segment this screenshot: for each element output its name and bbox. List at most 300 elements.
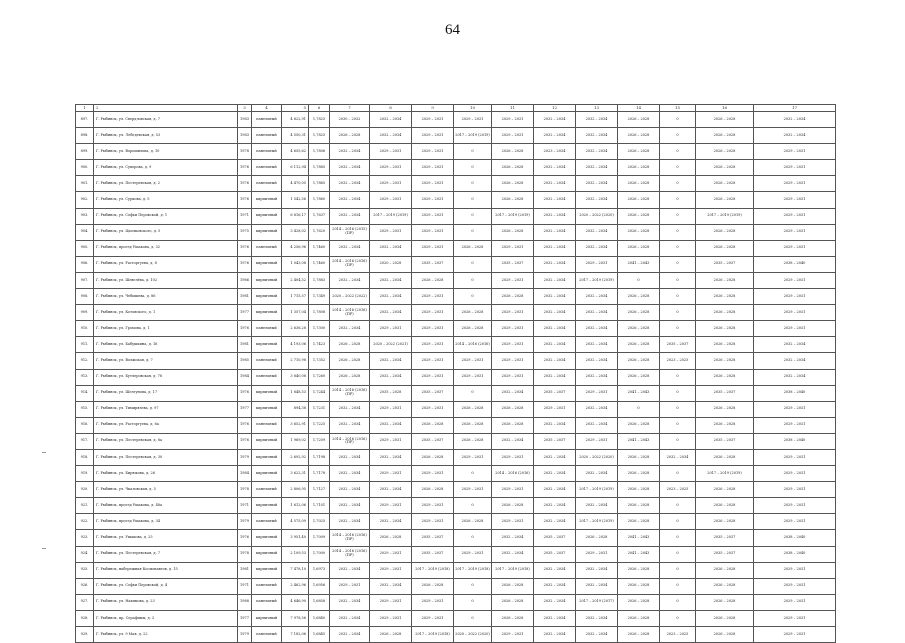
table-cell: 2029 – 2031 [412, 369, 454, 385]
table-cell: Г. Рыбинск, ул. Пестеревская, д. 30 [94, 449, 238, 465]
table-cell: 1,7825 [309, 112, 330, 128]
table-cell: 2032 – 2034 [330, 401, 370, 417]
table-cell: 2029 – 2031 [412, 353, 454, 369]
table-cell: 2029 – 2031 [412, 112, 454, 128]
table-cell: 2026 – 2028 [492, 578, 534, 594]
table-cell: 2026 – 2028 [696, 337, 754, 353]
column-number: 8 [370, 105, 412, 112]
table-cell: 2029 – 2031 [754, 466, 836, 482]
table-cell: 2035 – 2037 [696, 256, 754, 272]
table-cell: 2026 – 2028 [618, 208, 660, 224]
table-cell: 2032 – 2034 [370, 369, 412, 385]
table-cell: Г. Рыбинск, проезд Ушакова, д. 32 [94, 240, 238, 256]
table-cell: 2032 – 2034 [576, 610, 618, 626]
table-cell: 1978 [238, 546, 252, 562]
table-row [76, 128, 836, 144]
table-cell: 2029 – 2031 [454, 112, 492, 128]
table-cell: 2032 – 2034 [576, 305, 618, 321]
table-cell: 2032 – 2034 [576, 337, 618, 353]
table-cell: 914. [76, 385, 94, 401]
table-cell: 2026 – 2028 [492, 224, 534, 240]
table-cell: 0 [660, 610, 696, 626]
table-cell: 0 [454, 192, 492, 208]
table-cell: 2026 – 2028 [454, 321, 492, 337]
table-cell: Г. Рыбинск, набережная Космонавтов, д. 15 [94, 562, 238, 578]
table-cell: 2032 – 2034 [576, 401, 618, 417]
table-cell: 2023 – 2025 [660, 482, 696, 498]
table-cell: 2032 – 2034 [330, 562, 370, 578]
table-cell: 2032 – 2034 [576, 417, 618, 433]
table-cell: Г. Рыбинск, ул. Пестеревская, д. 7 [94, 546, 238, 562]
table-cell: 2032 – 2034 [576, 144, 618, 160]
table-cell: 2026 – 2028 [618, 627, 660, 643]
table-cell: 4 193,06 [282, 337, 309, 353]
table-cell: 2029 – 2031 [754, 594, 836, 610]
table-row [76, 449, 836, 465]
table-cell: 2032 – 2034 [534, 498, 576, 514]
table-cell: 1971 [238, 498, 252, 514]
table-cell: 1978 [238, 144, 252, 160]
table-cell: 0 [660, 289, 696, 305]
table-cell: Г. Рыбинск, ул. Суворова, д. 9 [94, 160, 238, 176]
table-cell: 3 840,08 [282, 369, 309, 385]
table-cell: 2029 – 2031 [754, 208, 836, 224]
table-cell: 2029 – 2031 [754, 449, 836, 465]
table-cell: 2032 – 2034 [534, 289, 576, 305]
table-cell: 2035 – 2037 [696, 385, 754, 401]
table-cell: 2026 – 2028 [618, 514, 660, 530]
table-cell: 0 [454, 498, 492, 514]
table-cell: 2026 – 2028 [618, 562, 660, 578]
table-cell: 0 [660, 514, 696, 530]
table-cell: 2029 – 2031 [370, 562, 412, 578]
table-cell: 1976 [238, 433, 252, 449]
table-cell: 0 [454, 466, 492, 482]
table-cell: 2026 – 2028 [330, 337, 370, 353]
table-cell: 2038 – 2040 [754, 385, 836, 401]
table-cell: 2032 – 2034 [534, 224, 576, 240]
table-cell: 1977 [238, 305, 252, 321]
table-cell: 2026 – 2028 [696, 144, 754, 160]
table-cell: 901. [76, 176, 94, 192]
table-row [76, 546, 836, 562]
column-number: 1 [76, 105, 94, 112]
table-cell: 2026 – 2028 [492, 192, 534, 208]
table-cell: 2032 – 2034 [754, 112, 836, 128]
table-cell: 2026 – 2028 [696, 482, 754, 498]
table-cell: 2029 – 2031 [454, 546, 492, 562]
table-cell: 1,7883 [309, 272, 330, 288]
table-cell: 2029 – 2031 [412, 594, 454, 610]
table-cell: 925. [76, 562, 94, 578]
table-cell: 2017 – 2019 (2018) [492, 562, 534, 578]
table-cell: 2026 – 2028 [696, 449, 754, 465]
table-cell: 2035 – 2037 [534, 530, 576, 546]
table-cell: 906. [76, 256, 94, 272]
table-cell: 1,7209 [309, 433, 330, 449]
table-cell: 2032 – 2034 [534, 192, 576, 208]
table-cell: 2041 – 2043 [618, 546, 660, 562]
table-cell: панельный [252, 578, 282, 594]
table-cell: 2017 – 2019 (2019) [696, 466, 754, 482]
table-cell: 1,7225 [309, 417, 330, 433]
table-cell: 0 [454, 578, 492, 594]
table-cell: 2032 – 2034 [754, 337, 836, 353]
table-cell: 0 [660, 321, 696, 337]
table-row [76, 594, 836, 610]
table-cell: 2032 – 2034 [330, 449, 370, 465]
table-cell: 0 [660, 208, 696, 224]
table-cell: 908. [76, 289, 94, 305]
table-cell: 2026 – 2028 [696, 289, 754, 305]
table-cell: 1,7865 [309, 176, 330, 192]
table-cell: 2029 – 2031 [412, 128, 454, 144]
column-number: 7 [330, 105, 370, 112]
table-cell: Г. Рыбинск, ул. Бирюкова, д. 26 [94, 466, 238, 482]
table-cell: 2032 – 2034 [576, 498, 618, 514]
table-cell: 2038 – 2040 [754, 433, 836, 449]
table-cell: 0 [660, 272, 696, 288]
table-cell: 2032 – 2034 [534, 417, 576, 433]
column-number: 6 [309, 105, 330, 112]
table-cell: кирпичный [252, 305, 282, 321]
table-cell: 0 [660, 498, 696, 514]
table-cell: 1984 [238, 466, 252, 482]
table-row [76, 289, 836, 305]
table-row [76, 514, 836, 530]
table-cell: 0 [454, 176, 492, 192]
table-cell: 2029 – 2031 [412, 401, 454, 417]
table-cell: 0 [660, 240, 696, 256]
table-cell: 0 [660, 433, 696, 449]
table-cell: 894,38 [282, 401, 309, 417]
table-cell: 0 [454, 144, 492, 160]
table-cell: 2032 – 2034 [576, 369, 618, 385]
table-cell: Г. Рыбинск, ул. Свердловская, д. 7 [94, 112, 238, 128]
table-cell: 2032 – 2034 [534, 449, 576, 465]
table-cell: 913. [76, 369, 94, 385]
table-cell: 2029 – 2031 [754, 305, 836, 321]
table-cell: 0 [618, 272, 660, 288]
table-cell: 1,7352 [309, 353, 330, 369]
table-cell: Г. Рыбинск, ул. Шелгунова, д. 17 [94, 385, 238, 401]
table-cell: 2026 – 2028 [696, 305, 754, 321]
table-cell: 2032 – 2034 [576, 466, 618, 482]
table-cell: 2035 – 2037 [412, 530, 454, 546]
table-cell: 1,7127 [309, 482, 330, 498]
table-cell: 2035 – 2037 [412, 256, 454, 272]
table-cell: 1977 [238, 401, 252, 417]
table-cell: 0 [660, 176, 696, 192]
table-cell: 921. [76, 498, 94, 514]
table-cell: 2032 – 2034 [370, 112, 412, 128]
table-cell: Г. Рыбинск, ул. Софьи Перовской, д. 4 [94, 578, 238, 594]
table-cell: кирпичный [252, 256, 282, 272]
table-cell: 2026 – 2028 [330, 369, 370, 385]
table-cell: 4 256,96 [282, 240, 309, 256]
table-cell: 7 978,56 [282, 610, 309, 626]
table-cell: 2032 – 2034 [534, 240, 576, 256]
table-cell: 2032 – 2034 [576, 562, 618, 578]
table-cell: 2026 – 2028 [618, 337, 660, 353]
table-cell: 4 646,90 [282, 594, 309, 610]
table-cell: Г. Рыбинск, ул. Котовского, д. 1 [94, 305, 238, 321]
table-cell: 3 652,91 [282, 417, 309, 433]
table-cell: 2014 – 2016 (2016)(ПР) [330, 530, 370, 546]
table-cell: Г. Рыбинск, ул. Ушакова, д. 25 [94, 530, 238, 546]
table-cell: панельный [252, 240, 282, 256]
table-cell: 2029 – 2031 [576, 546, 618, 562]
table-cell: 2026 – 2028 [618, 449, 660, 465]
table-cell: 2029 – 2031 [412, 224, 454, 240]
table-row [76, 578, 836, 594]
table-cell: 0 [660, 385, 696, 401]
table-cell: 4 655,62 [282, 144, 309, 160]
table-cell: 1,7808 [309, 305, 330, 321]
table-cell: 2032 – 2034 [330, 321, 370, 337]
table-cell: 2041 – 2043 [618, 256, 660, 272]
table-cell: 2026 – 2028 [696, 176, 754, 192]
table-cell: 909. [76, 305, 94, 321]
table-cell: Г. Рыбинск, ул. Пестеревская, д. 2 [94, 176, 238, 192]
table-cell: 911. [76, 337, 94, 353]
table-cell: 1,7009 [309, 530, 330, 546]
table-cell: кирпичный [252, 224, 282, 240]
table-cell: 1,7300 [309, 321, 330, 337]
table-cell: 1 612,06 [282, 498, 309, 514]
table-cell: 2026 – 2028 [412, 482, 454, 498]
table-cell: 2026 – 2028 [576, 530, 618, 546]
table-cell: 899. [76, 144, 94, 160]
table-cell: кирпичный [252, 610, 282, 626]
table-cell: 0 [454, 530, 492, 546]
header-row [76, 105, 836, 112]
table-cell: 2032 – 2034 [370, 449, 412, 465]
table-cell: 2032 – 2034 [534, 160, 576, 176]
table-cell: кирпичный [252, 401, 282, 417]
table-cell: 1979 [238, 514, 252, 530]
table-cell: 0 [660, 466, 696, 482]
table-cell: 2038 – 2040 [754, 546, 836, 562]
table-row [76, 433, 836, 449]
table-cell: 2029 – 2031 [492, 272, 534, 288]
table-cell: 2026 – 2028 [618, 240, 660, 256]
table-row [76, 627, 836, 643]
column-number: 10 [454, 105, 492, 112]
page-number: 64 [445, 22, 460, 38]
table-cell: 2026 – 2028 [492, 610, 534, 626]
table-cell: 917. [76, 433, 94, 449]
table-cell: 2032 – 2034 [370, 128, 412, 144]
table-cell: 2029 – 2031 [576, 433, 618, 449]
column-number: 5 [282, 105, 309, 112]
table-cell: 1976 [238, 321, 252, 337]
table-cell: 1,6858 [309, 594, 330, 610]
table-row [76, 160, 836, 176]
table-cell: 2020 – 2022 (2022) [330, 289, 370, 305]
table-cell: 898. [76, 128, 94, 144]
column-number: 14 [618, 105, 660, 112]
table-cell: 929. [76, 627, 94, 643]
table-cell: 2032 – 2034 [330, 466, 370, 482]
table-cell: 2032 – 2034 [576, 128, 618, 144]
table-cell: 2026 – 2028 [330, 128, 370, 144]
table-cell: 2026 – 2028 [618, 482, 660, 498]
column-number: 13 [576, 105, 618, 112]
table-cell: Г. Рыбинск, проезд Ушакова, д. 34 [94, 514, 238, 530]
table-cell: 2029 – 2031 [754, 176, 836, 192]
table-cell: 1986 [238, 272, 252, 288]
table-cell: 2026 – 2028 [370, 627, 412, 643]
table-cell: 2032 – 2034 [370, 417, 412, 433]
table-cell: 2017 – 2019 (2019) [576, 482, 618, 498]
table-cell: панельный [252, 321, 282, 337]
table-cell: 2032 – 2034 [370, 272, 412, 288]
column-number: 12 [534, 105, 576, 112]
table-cell: 2029 – 2031 [412, 176, 454, 192]
table-cell: 2032 – 2034 [534, 627, 576, 643]
table-cell: 2029 – 2031 [492, 482, 534, 498]
table-row [76, 112, 836, 128]
table-cell: 0 [660, 112, 696, 128]
table-cell: 1,7620 [309, 224, 330, 240]
table-cell: 4 822,91 [282, 112, 309, 128]
table-cell: 2032 – 2034 [576, 240, 618, 256]
table-cell: панельный [252, 144, 282, 160]
table-cell: 2 806,95 [282, 482, 309, 498]
table-cell: 2029 – 2031 [412, 144, 454, 160]
table-cell: 2017 – 2019 (2019) [576, 514, 618, 530]
table-cell: 6 816,17 [282, 208, 309, 224]
table-cell: 2029 – 2031 [370, 610, 412, 626]
table-cell: 2032 – 2034 [330, 627, 370, 643]
table-cell: 2017 – 2019 (2018) [412, 627, 454, 643]
table-cell: панельный [252, 482, 282, 498]
table-cell: 2029 – 2031 [370, 433, 412, 449]
table-cell: 0 [454, 256, 492, 272]
table-cell: 0 [660, 256, 696, 272]
table-cell: 2029 – 2031 [754, 578, 836, 594]
table-cell: 2026 – 2028 [696, 272, 754, 288]
table-row [76, 256, 836, 272]
table-cell: 2032 – 2034 [492, 385, 534, 401]
table-cell: 2029 – 2031 [412, 240, 454, 256]
table-cell: Г. Рыбинск, ул. 9 Мая, д. 22 [94, 627, 238, 643]
table-cell: 2035 – 2037 [696, 433, 754, 449]
table-cell: 1976 [238, 192, 252, 208]
table-cell: 2026 – 2028 [618, 192, 660, 208]
table-cell: 2029 – 2031 [454, 482, 492, 498]
table-cell: 2026 – 2028 [492, 498, 534, 514]
table-cell: 2026 – 2028 [696, 128, 754, 144]
table-cell: 2029 – 2031 [412, 466, 454, 482]
table-cell: 0 [618, 401, 660, 417]
table-cell: 2026 – 2028 [618, 224, 660, 240]
table-cell: 2026 – 2028 [492, 160, 534, 176]
table-cell: 2038 – 2040 [754, 256, 836, 272]
table-cell: 7 478,10 [282, 562, 309, 578]
table-cell: 0 [660, 594, 696, 610]
table-cell: 2029 – 2031 [754, 321, 836, 337]
table-cell: 2029 – 2031 [492, 240, 534, 256]
table-row [76, 401, 836, 417]
table-cell: 2026 – 2028 [696, 321, 754, 337]
table-cell: 2026 – 2028 [454, 305, 492, 321]
table-cell: 0 [660, 160, 696, 176]
table-cell: 2026 – 2028 [618, 289, 660, 305]
table-cell: Г. Рыбинск, ул. Софьи Перовской, д. 1 [94, 208, 238, 224]
table-cell: 2029 – 2031 [754, 401, 836, 417]
table-cell: Г. Рыбинск, ул. Чкаловская, д. 5 [94, 482, 238, 498]
table-cell: 2026 – 2028 [696, 240, 754, 256]
table-cell: 2035 – 2037 [696, 530, 754, 546]
table-cell: 1,7231 [309, 401, 330, 417]
table-cell: 2026 – 2028 [492, 401, 534, 417]
table-cell: панельный [252, 353, 282, 369]
table-cell: 2032 – 2034 [330, 417, 370, 433]
table-row [76, 530, 836, 546]
table-cell: 2029 – 2031 [754, 610, 836, 626]
table-row [76, 337, 836, 353]
table-cell: 2026 – 2028 [412, 449, 454, 465]
table-cell: 2029 – 2031 [412, 514, 454, 530]
table-cell: 2032 – 2034 [534, 112, 576, 128]
table-cell: 2017 – 2019 (2019) [696, 208, 754, 224]
column-number: 11 [492, 105, 534, 112]
table-cell: 2017 – 2019 (2019) [576, 272, 618, 288]
table-cell: 1976 [238, 160, 252, 176]
table-cell: 2026 – 2028 [454, 514, 492, 530]
table-cell: 2026 – 2028 [618, 498, 660, 514]
table-cell: 1971 [238, 208, 252, 224]
table-cell: панельный [252, 128, 282, 144]
table-cell: 1975 [238, 224, 252, 240]
table-cell: 2029 – 2031 [370, 160, 412, 176]
table-cell: 2029 – 2031 [412, 610, 454, 626]
table-row [76, 417, 836, 433]
table-cell: 1976 [238, 256, 252, 272]
table-cell: 2 692,92 [282, 449, 309, 465]
table-cell: 2026 – 2028 [454, 240, 492, 256]
table-cell: 1 848,53 [282, 385, 309, 401]
table-cell: Г. Рыбинск, ул. Расторгуева, д. 6а [94, 417, 238, 433]
table-cell: 0 [660, 369, 696, 385]
table-cell: кирпичный [252, 385, 282, 401]
table-cell: 2026 – 2028 [412, 272, 454, 288]
table-cell: 2032 – 2034 [370, 514, 412, 530]
table-cell: 923. [76, 530, 94, 546]
table-cell: 2029 – 2031 [754, 417, 836, 433]
table-cell: панельный [252, 160, 282, 176]
table-row [76, 208, 836, 224]
table-row [76, 176, 836, 192]
table-cell: 1 357,04 [282, 305, 309, 321]
table-cell: 2026 – 2028 [618, 369, 660, 385]
table-cell: 1,6845 [309, 627, 330, 643]
table-cell: 2026 – 2028 [370, 530, 412, 546]
table-cell: 2020 – 2028 [370, 256, 412, 272]
table-cell: 2032 – 2034 [330, 208, 370, 224]
table-cell: 2029 – 2031 [492, 449, 534, 465]
table-cell: 2026 – 2028 [330, 353, 370, 369]
table-cell: 0 [454, 208, 492, 224]
table-cell: 2029 – 2031 [412, 321, 454, 337]
table-cell: 2026 – 2028 [618, 594, 660, 610]
table-cell: 2029 – 2031 [454, 369, 492, 385]
table-cell: 2029 – 2031 [492, 337, 534, 353]
column-number: 3 [238, 105, 252, 112]
table-cell: 2 636,28 [282, 321, 309, 337]
